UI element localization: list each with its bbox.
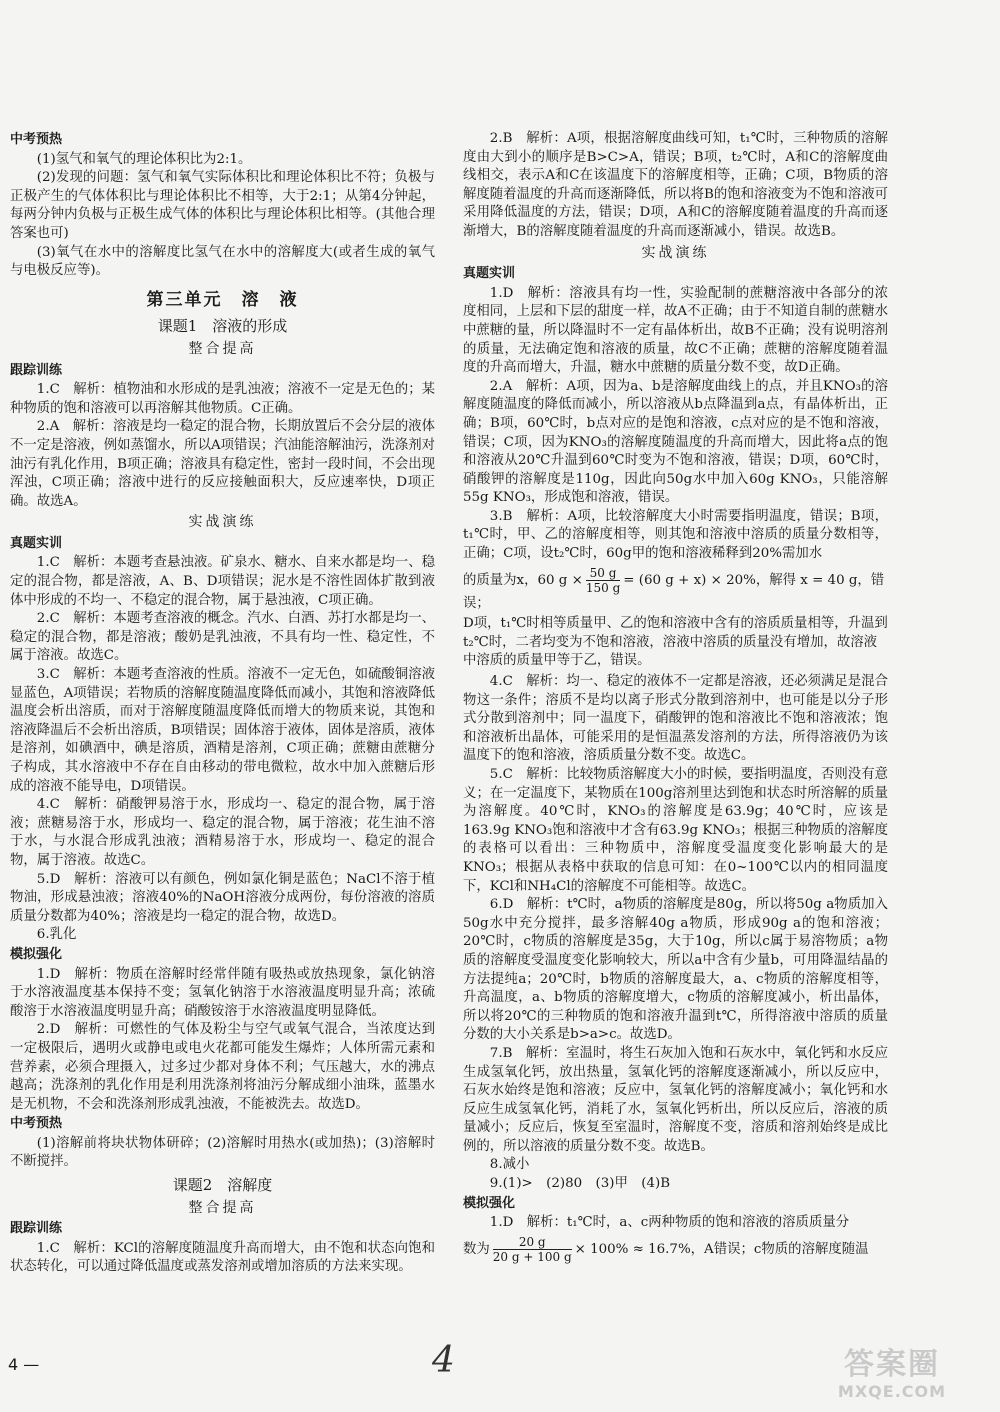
answer-item: 5.C 解析：比较物质溶解度大小的时候，要指明温度，否则没有意义；在一定温度下，某物质在100g溶剂里达到饱和状态时所溶解的质量为溶解度。40℃时，KNO₃的溶解度是63.9g；40℃时，应该是163.9g KNO₃饱和溶液中才含有63.9g KNO₃；根据三种物质的溶解度的表格可以看出：三种物质中，溶解度受温度变化影响最大的是KNO₃；根据从表格中获取的信息可知：在0~100℃以内的相同温度下，KCl和NH₄Cl的溶解度不可能相等。故选C。 bbox=[463, 767, 888, 894]
formula-text: 的质量为x，60 g × bbox=[463, 572, 583, 588]
answer-item: 5.D 解析：溶液可以有颜色，例如氯化铜是蓝色；NaCl不溶于植物油，形成悬浊液；溶液40%的NaOH溶液分成两份，每份溶液的溶质质量分数都为40%；溶液是均一稳定的混合物，故选D。 bbox=[10, 871, 435, 924]
answer-item: 8.减小 bbox=[489, 1157, 530, 1173]
answer-item: 4.C 解析：均一、稳定的液体不一定都是溶液，还必须满足是混合物这一条件；溶质不是均以离子形式分散到溶剂中，也可能是以分子形式分散到溶剂中；同一温度下，硝酸钾的饱和溶液比不饱和溶液浓；饱和溶液析出晶体，可能采用的是恒温蒸发溶剂的方法，所得溶液仍为该温度下的饱和溶液，溶质质量分数不变。故选C。 bbox=[463, 674, 888, 764]
answer-item: 1.C 解析：KCl的溶解度随温度升高而增大，由不饱和状态向饱和状态转化，可以通过降低温度或蒸发溶剂或增加溶质的方法来实现。 bbox=[10, 1240, 435, 1275]
fraction-denominator: 150 g bbox=[585, 580, 621, 595]
answer-item: 2.B 解析：A项，根据溶解度曲线可知，t₁℃时，三种物质的溶解度由大到小的顺序是B>C>A，错误；B项，t₂℃时，A和C的溶解度曲线相交，表示A和C在该温度下的溶解度相等，正确；C项，B物质的溶解度随着温度的升高而逐渐降低，所以将B的饱和溶液变为不饱和溶液可采用降低温度的方法，错误；D项，A和C的溶解度随着温度的升高而逐渐增大，B的溶解度随着温度的升高而逐渐减小，错误。故选B。 bbox=[463, 131, 888, 239]
subsection-title: 整合提高 bbox=[188, 340, 257, 357]
right-column bbox=[463, 130, 888, 1266]
formula-text: × 100% ≈ 16.7%，A错误；c物质的溶解度随温 bbox=[574, 1241, 869, 1257]
answer-item: 9.(1)> (2)80 (3)甲 (4)B bbox=[489, 1176, 671, 1192]
answer-item: 7.B 解析：室温时，将生石灰加入饱和石灰水中，氧化钙和水反应生成氢氧化钙，放出热量，氢氧化钙的溶解度逐渐减小，所以反应中，石灰水始终是饱和溶液；反应中，氢氧化钙的溶解度减小；氧化钙和水反应生成氢氧化钙，消耗了水，氢氧化钙析出，所以反应后，溶液的质量减小；反应后，恢复至室温时，溶解度不变，溶质和溶剂始终是成比例的，所以溶液的质量分数不变。故选B。 bbox=[463, 1045, 888, 1154]
answer-item: 1.D 解析：物质在溶解时经常伴随有吸热或放热现象，氯化钠溶于水溶液温度基本保持不变；氢氧化钠溶于水溶液温度明显升高；浓硫酸溶于水溶液温度明显升高；硝酸铵溶于水溶液温度明显降低。 bbox=[10, 966, 435, 1019]
watermark-logo bbox=[802, 1348, 982, 1406]
answer-item: 2.C 解析：本题考查溶液的概念。汽水、白酒、苏打水都是均一、稳定的混合物，都是溶液；酸奶是乳浊液，不具有均一性、稳定性，不属于溶液。故选C。 bbox=[10, 611, 435, 664]
section-heading-genzong: 跟踪训练 bbox=[10, 1221, 63, 1237]
fraction-numerator: 50 g bbox=[586, 566, 620, 581]
answer-item: (1)氢气和氧气的理论体积比为2:1。 bbox=[36, 151, 252, 167]
fraction-numerator: 20 g bbox=[493, 1235, 572, 1250]
section-heading-zhongkao: 中考预热 bbox=[10, 1116, 63, 1132]
answer-item: 1.D 解析：t₁℃时，a、c两种物质的饱和溶液的溶质质量分 bbox=[489, 1215, 850, 1231]
subsection-title: 实战演练 bbox=[188, 514, 257, 531]
answer-item: 1.C 解析：本题考查悬浊液。矿泉水、糖水、自来水都是均一、稳定的混合物，都是溶液，A、B、D项错误；泥水是不溶性固体扩散到液体中形成的不均一、不稳定的混合物，属于悬浊液，C项正确。 bbox=[10, 555, 435, 608]
answer-item: (3)氧气在水中的溶解度比氢气在水中的溶解度大(或者生成的氧气与电极反应等)。 bbox=[10, 244, 435, 279]
watermark-logo-text: 答案圈 bbox=[844, 1347, 940, 1382]
lesson-title: 课题1 溶液的形成 bbox=[157, 317, 288, 336]
lesson-title: 课题2 溶解度 bbox=[172, 1176, 273, 1195]
section-heading-moni: 模拟强化 bbox=[10, 946, 63, 962]
page-number: 4 — bbox=[8, 1355, 40, 1374]
left-column bbox=[10, 130, 435, 1277]
section-heading-zhongkao: 中考预热 bbox=[10, 132, 63, 147]
fraction-denominator: 20 g + 100 g bbox=[492, 1249, 572, 1264]
handwritten-mark: 4 bbox=[432, 1340, 455, 1381]
answer-item: 4.C 解析：硝酸钾易溶于水，形成均一、稳定的混合物，属于溶液；蔗糖易溶于水，形成均一、稳定的混合物，属于溶液；花生油不溶于水，与水混合形成乳浊液；酒精易溶于水，形成均一、稳定的混合物，属于溶液。故选C。 bbox=[10, 797, 435, 868]
section-heading-genzong: 跟踪训练 bbox=[10, 362, 63, 378]
answer-item: 3.B 解析：A项，比较溶解度大小时需要指明温度，错误；B项，t₁℃时，甲、乙的溶解度相等，则其饱和溶液中溶质的质量分数相等，正确；C项，设t₂℃时，60g甲的饱和溶液稀释到20%需加水 bbox=[463, 508, 888, 562]
formula-text: 数为 bbox=[463, 1241, 490, 1257]
unit-title: 第三单元 溶 液 bbox=[146, 289, 299, 310]
fraction bbox=[493, 1235, 572, 1264]
fraction bbox=[586, 566, 620, 595]
answer-item: (2)发现的问题：氢气和氧气实际体积比和理论体积比不符；负极与正极产生的气体体积比与理论体积比不相等，大于2:1；从第4分钟起，每两分钟内负极与正极生成气体的体积比与理论体积比相等。(其他合理答案也可) bbox=[10, 170, 435, 241]
answer-continuation: D项，t₁℃时相等质量甲、乙的饱和溶液中含有的溶质质量相等，升温到t₂℃时，二者均变为不饱和溶液，溶液中溶质的质量没有增加，故溶液中溶质的质量甲等于乙，错误。 bbox=[463, 616, 888, 669]
section-heading-zhenti: 真题实训 bbox=[463, 266, 516, 282]
section-heading-moni: 模拟强化 bbox=[463, 1195, 516, 1211]
answer-item: 6.乳化 bbox=[36, 927, 77, 943]
section-heading-zhenti: 真题实训 bbox=[10, 535, 63, 551]
subsection-title: 实战演练 bbox=[641, 244, 710, 261]
answer-item: 6.D 解析：t℃时，a物质的溶解度是80g，所以将50g a物质加入50g水中充分搅拌，最多溶解40g a物质，形成90g a的饱和溶液；20℃时，c物质的溶解度是35g，大于10g，所以c属于易溶物质；a物质的溶解度受温度变化影响较大，所以a中含有少量b，可用降温结晶的方法提纯a；20℃时，b物质的溶解度最大，a、c物质的溶解度相等，升高温度，a、b物质的溶解度增大，c物质的溶解度减小，析出晶体，所以将20℃的三种物质的饱和溶液升温到t℃，所得溶液中溶质的质量分数的大小关系是b>a>c。故选D。 bbox=[463, 897, 888, 1043]
answer-item: 2.D 解析：可燃性的气体及粉尘与空气或氧气混合，当浓度达到一定极限后，遇明火或静电或电火花都可能发生爆炸；人体所需元素和营养素，必须合理摄入，过多过少都对身体不利；气压越大，水的沸点越高；洗涤剂的乳化作用是利用洗涤剂将油污分解成细小油珠，蓝墨水是无机物，不会和洗涤剂形成乳浊液，不能被洗去。故选D。 bbox=[10, 1022, 435, 1112]
formula-text: = (60 g + x) × 20%，解得 x = 40 g，错误； bbox=[463, 572, 885, 611]
answer-item: 2.A 解析：溶液是均一稳定的混合物，长期放置后不会分层的液体不一定是溶液，例如蒸馏水，所以A项错误；汽油能溶解油污，洗涤剂对油污有乳化作用，B项正确；溶液具有稳定性，密封一段时间，不会出现浑浊，C项正确；溶液中进行的反应接触面积大，反应速率快，D项正确。故选A。 bbox=[10, 419, 435, 509]
answer-item: 1.D 解析：溶液具有均一性，实验配制的蔗糖溶液中各部分的浓度相同，上层和下层的甜度一样，故A不正确；由于不知道自制的蔗糖水中蔗糖的量，所以降温时不一定有晶体析出，故B不正确；没有说明溶剂的质量，无法确定饱和溶液的质量，故C不正确；蔗糖的溶解度随着温度的升高而增大，升温，糖水中蔗糖的质量分数不变，故D正确。 bbox=[463, 285, 888, 376]
answer-item: 1.C 解析：植物油和水形成的是乳浊液；溶液不一定是无色的；某种物质的饱和溶液可以再溶解其他物质。C正确。 bbox=[10, 382, 435, 416]
formula-line bbox=[463, 1235, 888, 1264]
subsection-title: 整合提高 bbox=[188, 1199, 257, 1216]
answer-item: 2.A 解析：A项，因为a、b是溶解度曲线上的点，并且KNO₃的溶解度随温度的降低而减小，所以溶液从b点降温到a点，有晶体析出，正确；B项，60℃时，b点对应的是饱和溶液，c点对应的是不饱和溶液，错误；C项，因为KNO₃的溶解度随温度的升高而增大，因此将a点的饱和溶液从20℃升温到60℃时变为不饱和溶液，错误；D项，60℃时，硝酸钾的溶解度是110g，因此向50g水中加入60g KNO₃，只能溶解55g KNO₃，形成饱和溶液，错误。 bbox=[463, 378, 888, 506]
formula-line bbox=[463, 566, 888, 614]
answer-item: 3.C 解析：本题考查溶液的性质。溶液不一定无色，如硫酸铜溶液显蓝色，A项错误；若物质的溶解度随温度降低而减小，其饱和溶液降低温度会析出溶质，而对于溶解度随温度降低而增大的物质来说，其饱和溶液降温后不会析出溶质，B项错误；固体溶于液体，固体是溶质，液体是溶剂，如碘酒中，碘是溶质，酒精是溶剂，C项正确；蔗糖由蔗糖分子构成，其水溶液中不存在自由移动的带电微粒，故水中加入蔗糖后形成的溶液不能导电，D项错误。 bbox=[10, 667, 435, 794]
watermark-url: MXQE.COM bbox=[837, 1382, 947, 1401]
answer-item: (1)溶解前将块状物体研碎；(2)溶解时用热水(或加热)；(3)溶解时不断搅拌。 bbox=[10, 1135, 435, 1170]
